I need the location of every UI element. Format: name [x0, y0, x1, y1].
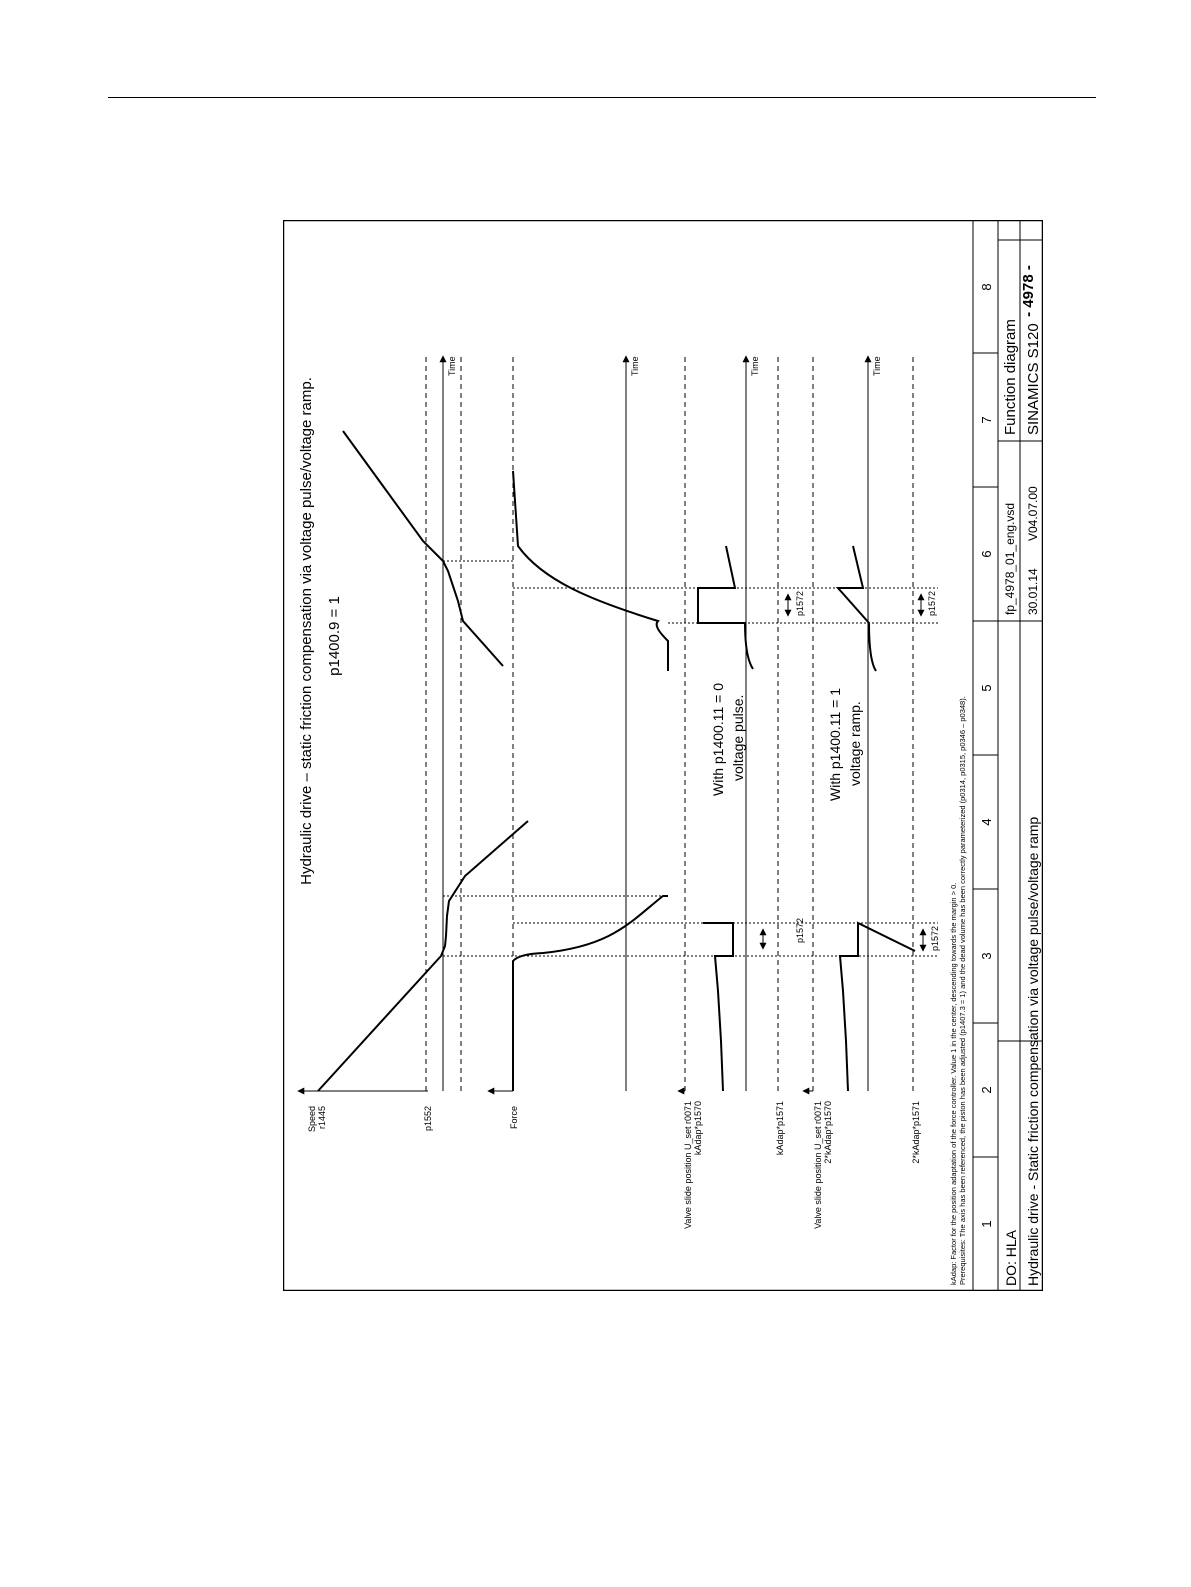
- valve-a-label: Valve slide position U_set r0071: [683, 1101, 693, 1229]
- footnote-prerequisites: Prerequisites: The axis has been referenced, the piston has been adjusted (p1407.3 = 1) and the dead volume has been correctly parameterized (p0314, p0315, p0346 – p0348).: [958, 696, 967, 1285]
- valve-b-label: Valve slide position U_set r0071: [813, 1101, 823, 1229]
- note-pulse-line1: With p1400.11 = 0: [710, 683, 726, 796]
- column-number: 8: [979, 283, 994, 291]
- valve-pulse-panel: [678, 356, 805, 1229]
- diagram-subtitle: p1400.9 = 1: [326, 596, 343, 676]
- speed-panel: [298, 356, 528, 1132]
- date: 30.01.14: [1026, 568, 1040, 615]
- page-top-rule: [108, 97, 1096, 98]
- column-number: 2: [979, 1086, 994, 1094]
- time-label: Time: [872, 356, 882, 376]
- diagram-type: Function diagram: [1002, 319, 1019, 435]
- pulse-width-label: p1572: [795, 917, 805, 943]
- force-axis-label: Force: [509, 1106, 519, 1130]
- version: V04.07.00: [1026, 486, 1040, 541]
- speed-threshold-label: p1552: [423, 1106, 433, 1132]
- force-panel: [488, 356, 668, 1129]
- column-number: 1: [979, 1220, 994, 1228]
- page-number: - 4978 -: [1020, 265, 1037, 317]
- valve-a-pulse-level: kAdap*p1570: [693, 1101, 703, 1156]
- diagram-name: Hydraulic drive - Static friction compensation via voltage pulse/voltage ramp: [1025, 816, 1041, 1286]
- valve-a-level: kAdap*p1571: [775, 1101, 785, 1156]
- file-name: fp_4978_01_eng.vsd: [1003, 502, 1017, 615]
- drive-object: DO: HLA: [1003, 1229, 1019, 1286]
- column-ruler: [973, 220, 998, 1291]
- speed-parameter: r1445: [317, 1106, 327, 1130]
- time-label: Time: [750, 356, 760, 376]
- valve-ramp-panel: [803, 356, 940, 1229]
- valve-b-level: 2*kAdap*p1571: [911, 1101, 921, 1164]
- pulse-width-label: p1572: [795, 590, 805, 616]
- pulse-width-label: p1572: [927, 590, 937, 616]
- time-label: Time: [630, 356, 640, 376]
- column-number: 3: [979, 952, 994, 960]
- note-ramp-line2: voltage ramp.: [847, 701, 863, 786]
- diagram-title: Hydraulic drive – static friction compensation via voltage pulse/voltage ramp.: [298, 377, 315, 885]
- title-block: [998, 220, 1043, 1291]
- speed-axis-label: Speed: [307, 1106, 317, 1133]
- column-number: 7: [979, 416, 994, 424]
- valve-b-pulse-level: 2*kAdap*p1570: [823, 1101, 833, 1164]
- footnote-kadap: kAdap: Factor for the position adaptation of the force controller. Value 1 in the center, descending towards the margin > 0.: [949, 882, 958, 1285]
- product-name: SINAMICS S120: [1025, 323, 1042, 435]
- pulse-width-label: p1572: [930, 925, 940, 951]
- note-pulse-line2: voltage pulse.: [730, 694, 746, 781]
- time-label: Time: [447, 356, 457, 376]
- column-number: 6: [979, 550, 994, 558]
- sheet-frame: [284, 221, 1043, 1291]
- column-number: 5: [979, 684, 994, 692]
- function-diagram-sheet: [283, 220, 1043, 1291]
- note-ramp-line1: With p1400.11 = 1: [827, 688, 843, 801]
- column-number: 4: [979, 818, 994, 826]
- event-markers: [443, 561, 938, 956]
